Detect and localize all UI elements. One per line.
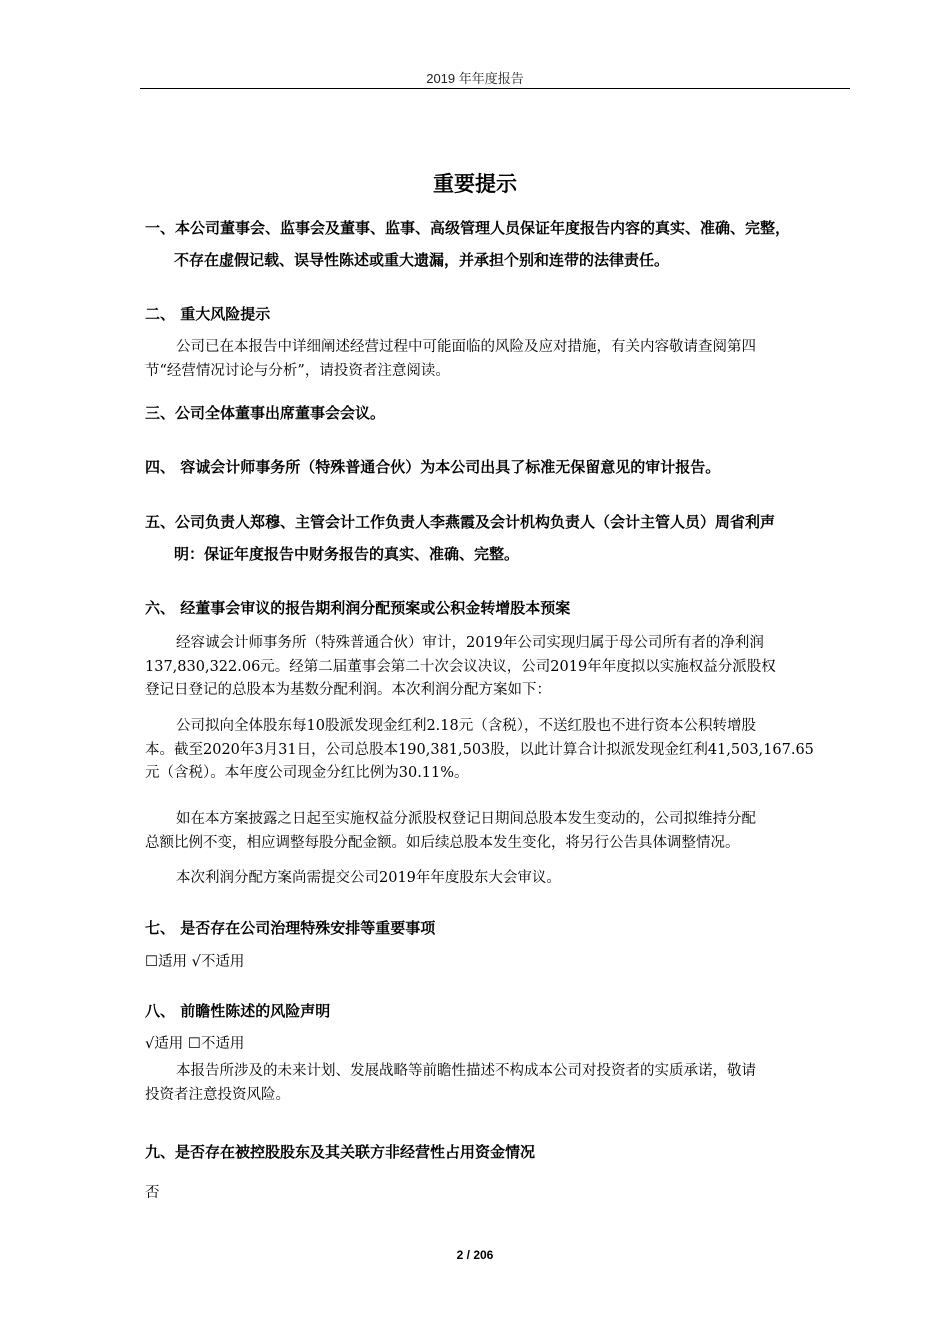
section-6-p2-line-1: 公司拟向全体股东每10股派发现金红利2.18元（含税），不送红股也不进行资本公积转增股 [176,718,756,734]
section-6-p3-line-1: 如在本方案披露之日起至实施权益分派股权登记日期间总股本发生变动的，公司拟维持分配 [176,811,756,827]
section-8-paragraph [145,1060,850,1107]
section-1-line-1: 一、本公司董事会、监事会及董事、监事、高级管理人员保证年度报告内容的真实、准确、完整， [145,219,791,237]
section-8-options: √适用 ☐不适用 [145,1036,245,1052]
section-6-p4-line-1: 本次利润分配方案尚需提交公司2019年年度股东大会审议。 [176,870,561,886]
header-divider [140,88,850,89]
section-6-heading: 六、 经董事会审议的报告期利润分配预案或公积金转增股本预案 [145,599,571,617]
section-4-heading: 四、 容诚会计师事务所（特殊普通合伙）为本公司出具了标准无保留意见的审计报告。 [145,458,721,476]
section-7-heading: 七、 是否存在公司治理特殊安排等重要事项 [145,919,436,937]
section-1-line-2: 不存在虚假记载、误导性陈述或重大遗漏，并承担个别和连带的法律责任。 [174,251,670,269]
section-2-heading: 二、 重大风险提示 [145,305,271,323]
section-1-heading [145,212,857,276]
page-title: 重要提示 [433,172,517,196]
section-6-p1-line-3: 登记日登记的总股本为基数分配利润。本次利润分配方案如下： [145,682,551,698]
section-8-line-2: 投资者注意投资风险。 [145,1086,290,1103]
running-header: 2019 年年度报告 [426,71,524,86]
section-3-heading: 三、公司全体董事出席董事会会议。 [145,404,386,422]
section-8-line-1: 本报告所涉及的未来计划、发展战略等前瞻性描述不构成本公司对投资者的实质承诺，敬请 [176,1063,756,1079]
section-6-p2-line-2: 本。截至2020年3月31日，公司总股本190,381,503股，以此计算合计拟派发现金红利41,503,167.65 [145,741,814,758]
section-8-heading: 八、 前瞻性陈述的风险声明 [145,1002,331,1020]
section-6-paragraph-3 [145,808,850,855]
section-5-heading [145,506,857,570]
section-6-p1-line-1: 经容诚会计师事务所（特殊普通合伙）审计，2019年公司实现归属于母公司所有者的净利润 [176,635,764,651]
section-2-line-2: 节“经营情况讨论与分析”，请投资者注意阅读。 [145,362,450,379]
section-6-p2-line-3: 元（含税）。本年度公司现金分红比例为30.11%。 [145,765,469,781]
section-5-line-1: 五、公司负责人郑穆、主管会计工作负责人李燕霞及会计机构负责人（会计主管人员）周省利声 [145,513,776,531]
section-6-p1-line-2: 137,830,322.06元。经第二届董事会第二十次会议决议，公司2019年年度拟以实施权益分派股权 [145,658,776,675]
section-2-line-1: 公司已在本报告中详细阐述经营过程中可能面临的风险及应对措施，有关内容敬请查阅第四 [176,339,756,355]
section-6-p3-line-2: 总额比例不变，相应调整每股分配金额。如后续总股本发生变化，将另行公告具体调整情况。 [145,834,740,851]
section-2-paragraph [145,336,850,383]
section-6-paragraph-4 [145,867,850,891]
section-9-heading: 九、是否存在被控股股东及其关联方非经营性占用资金情况 [145,1143,536,1161]
section-5-line-2: 明：保证年度报告中财务报告的真实、准确、完整。 [174,545,520,563]
page-number: 2 / 206 [456,1248,494,1262]
section-6-paragraph-1 [145,632,850,703]
section-9-answer: 否 [145,1185,160,1201]
section-7-options: ☐适用 √不适用 [145,954,245,970]
section-6-paragraph-2 [145,715,850,786]
